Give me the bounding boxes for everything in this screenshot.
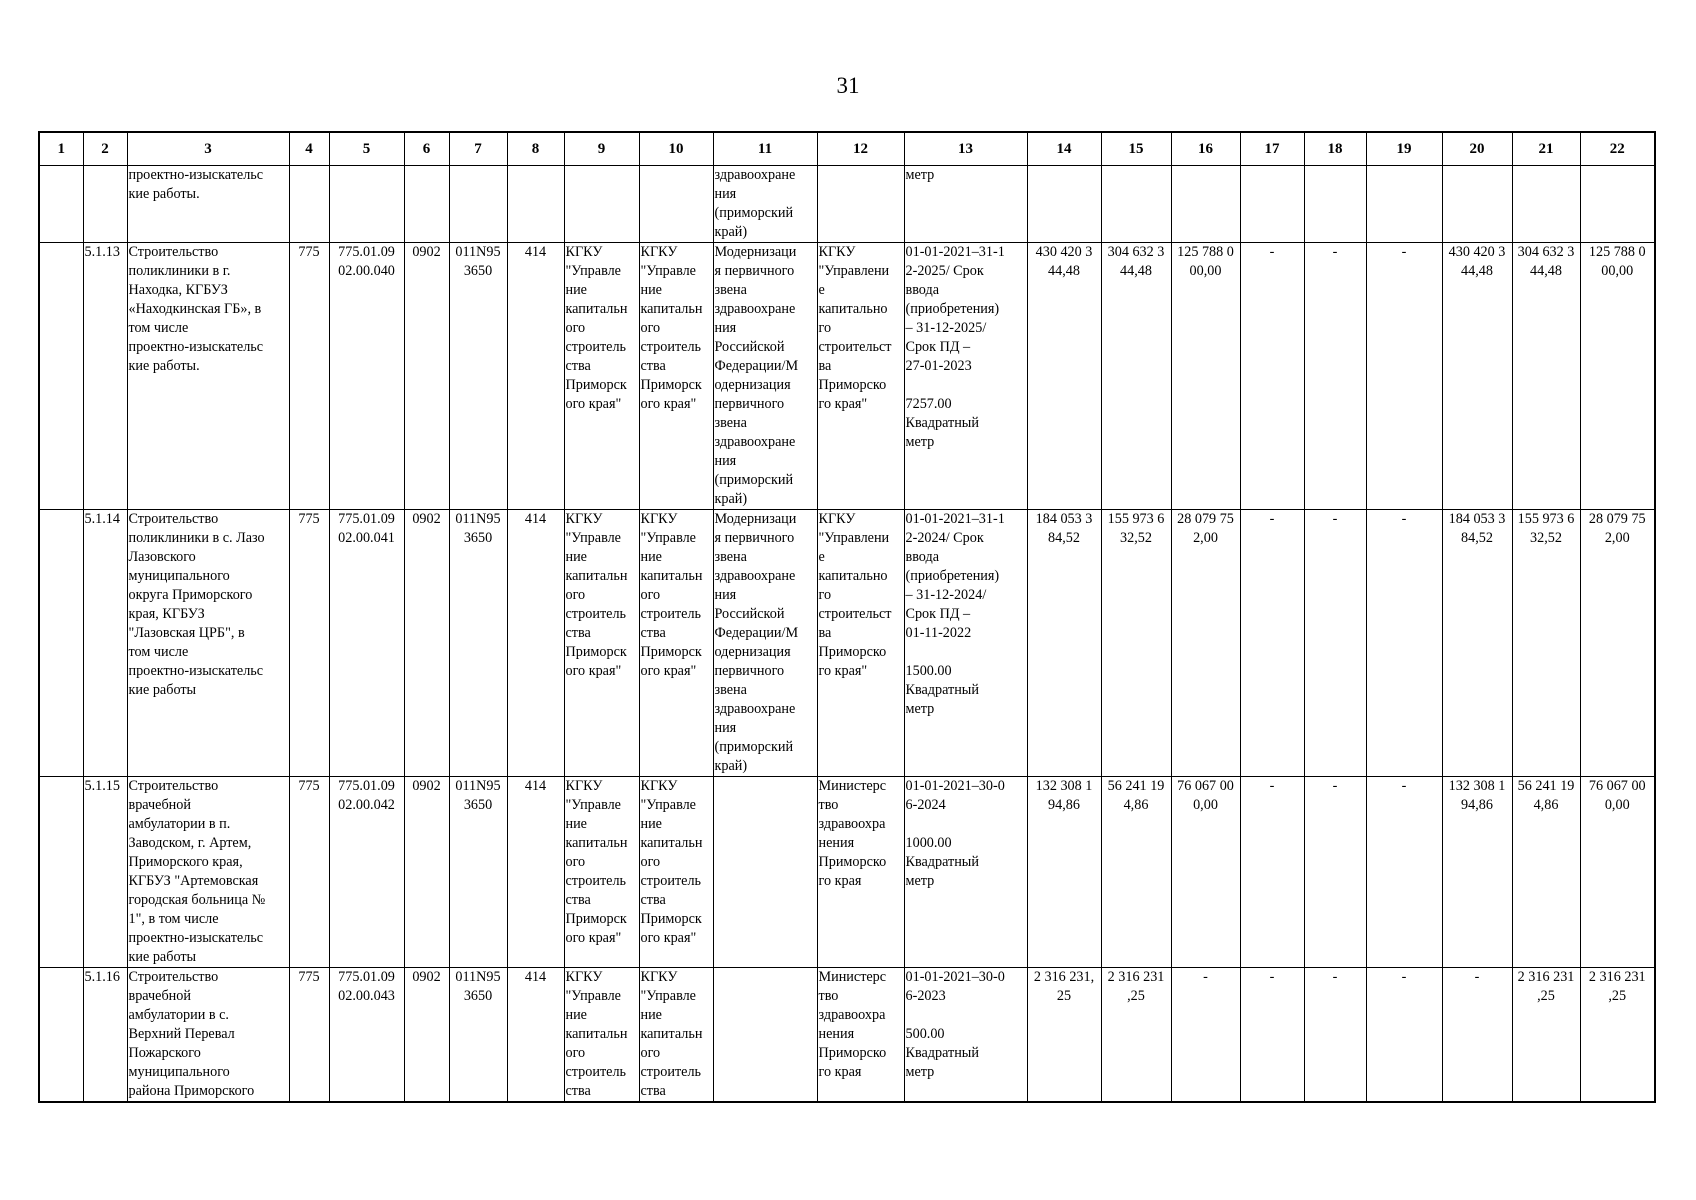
table-cell: Строительство поликлиники в г. Находка, КГБУЗ «Находкинская ГБ», в том числе проектно-изыскательс кие работы.: [127, 243, 289, 510]
table-cell: 414: [507, 968, 564, 1103]
table-cell: 2 316 231, 25: [1027, 968, 1101, 1103]
table-cell: [1366, 166, 1442, 243]
col-header: 16: [1171, 132, 1240, 166]
col-header: 3: [127, 132, 289, 166]
table-cell: 76 067 00 0,00: [1171, 777, 1240, 968]
table-cell: 775.01.09 02.00.041: [329, 510, 404, 777]
table-cell: 132 308 1 94,86: [1442, 777, 1512, 968]
table-cell: [713, 968, 817, 1103]
table-cell: [1240, 166, 1304, 243]
table-cell: Модернизаци я первичного звена здравоохране ния Российской Федерации/М одернизация первичного звена здравоохране ния (приморский край): [713, 243, 817, 510]
table-cell: КГКУ "Управле ние капитальн ого строитель ства: [639, 968, 713, 1103]
table-cell: КГКУ "Управле ние капитальн ого строитель ства Приморск ого края": [564, 510, 639, 777]
col-header: 4: [289, 132, 329, 166]
table-cell: Министерс тво здравоохра нения Приморско го края: [817, 968, 904, 1103]
table-cell: -: [1366, 968, 1442, 1103]
table-cell: [289, 166, 329, 243]
table-cell: 01-01-2021–30-0 6-2024 1000.00 Квадратный метр: [904, 777, 1027, 968]
table-cell: 775: [289, 510, 329, 777]
table-cell: 414: [507, 777, 564, 968]
col-header: 19: [1366, 132, 1442, 166]
table-cell: -: [1366, 510, 1442, 777]
table-cell: 76 067 00 0,00: [1580, 777, 1655, 968]
table-cell: 155 973 6 32,52: [1512, 510, 1580, 777]
table-cell: КГКУ "Управле ние капитальн ого строитель ства Приморск ого края": [639, 510, 713, 777]
table-cell: КГКУ "Управле ние капитальн ого строитель ства Приморск ого края": [639, 243, 713, 510]
table-cell: [39, 166, 83, 243]
col-header: 10: [639, 132, 713, 166]
col-header: 13: [904, 132, 1027, 166]
table-cell: [817, 166, 904, 243]
table-cell: 414: [507, 243, 564, 510]
table-cell: 011N95 3650: [449, 968, 507, 1103]
table-cell: 011N95 3650: [449, 510, 507, 777]
table-cell: 28 079 75 2,00: [1580, 510, 1655, 777]
table-cell: 56 241 19 4,86: [1512, 777, 1580, 968]
table-cell: -: [1442, 968, 1512, 1103]
table-cell: 155 973 6 32,52: [1101, 510, 1171, 777]
table-row: [39, 777, 1655, 968]
table-cell: метр: [904, 166, 1027, 243]
page-number: 31: [836, 73, 860, 98]
table-cell: 5.1.14: [83, 510, 127, 777]
table-cell: -: [1240, 510, 1304, 777]
table-cell: 011N95 3650: [449, 243, 507, 510]
table-cell: -: [1304, 510, 1366, 777]
table-cell: 2 316 231 ,25: [1512, 968, 1580, 1103]
table-cell: 430 420 3 44,48: [1442, 243, 1512, 510]
col-header: 12: [817, 132, 904, 166]
table-cell: [83, 166, 127, 243]
table-cell: [39, 243, 83, 510]
table-cell: здравоохране ния (приморский край): [713, 166, 817, 243]
table-cell: 0902: [404, 510, 449, 777]
table-cell: Министерс тво здравоохра нения Приморско го края: [817, 777, 904, 968]
table-cell: [639, 166, 713, 243]
table-cell: 775: [289, 777, 329, 968]
table-cell: 0902: [404, 243, 449, 510]
table-cell: Строительство врачебной амбулатории в п. Заводском, г. Артем, Приморского края, КГБУЗ "Артемовская городская больница № 1", в том числе проектно-изыскательс кие работы: [127, 777, 289, 968]
table-cell: 430 420 3 44,48: [1027, 243, 1101, 510]
table-cell: 2 316 231 ,25: [1101, 968, 1171, 1103]
table-cell: 01-01-2021–31-1 2-2025/ Срок ввода (приобретения) – 31-12-2025/ Срок ПД – 27-01-2023 7257.00 Квадратный метр: [904, 243, 1027, 510]
budget-table: [38, 131, 1656, 1103]
table-cell: 28 079 75 2,00: [1171, 510, 1240, 777]
table-cell: [1171, 166, 1240, 243]
table-cell: 5.1.13: [83, 243, 127, 510]
table-cell: 01-01-2021–30-0 6-2023 500.00 Квадратный метр: [904, 968, 1027, 1103]
table-cell: [1304, 166, 1366, 243]
table-cell: 775.01.09 02.00.040: [329, 243, 404, 510]
table-cell: 125 788 0 00,00: [1171, 243, 1240, 510]
table-cell: КГКУ "Управле ние капитальн ого строитель ства Приморск ого края": [564, 243, 639, 510]
table-cell: Модернизаци я первичного звена здравоохране ния Российской Федерации/М одернизация первичного звена здравоохране ния (приморский край): [713, 510, 817, 777]
table-cell: [39, 510, 83, 777]
table-cell: -: [1240, 968, 1304, 1103]
col-header: 15: [1101, 132, 1171, 166]
col-header: 7: [449, 132, 507, 166]
col-header: 6: [404, 132, 449, 166]
table-cell: [507, 166, 564, 243]
col-header: 2: [83, 132, 127, 166]
table-row: [39, 968, 1655, 1103]
table-cell: 0902: [404, 968, 449, 1103]
col-header: 5: [329, 132, 404, 166]
col-header: 11: [713, 132, 817, 166]
col-header: 18: [1304, 132, 1366, 166]
table-cell: -: [1240, 777, 1304, 968]
table-cell: КГКУ "Управле ние капитальн ого строитель ства Приморск ого края": [639, 777, 713, 968]
table-cell: 775.01.09 02.00.043: [329, 968, 404, 1103]
col-header: 14: [1027, 132, 1101, 166]
table-cell: -: [1366, 777, 1442, 968]
table-cell: Строительство поликлиники в с. Лазо Лазовского муниципального округа Приморского края, КГБУЗ "Лазовская ЦРБ", в том числе проектно-изыскательс кие работы: [127, 510, 289, 777]
table-cell: 184 053 3 84,52: [1027, 510, 1101, 777]
table-cell: [1512, 166, 1580, 243]
table-cell: проектно-изыскательс кие работы.: [127, 166, 289, 243]
column-number-row: [39, 132, 1655, 166]
table-cell: [329, 166, 404, 243]
table-cell: [1027, 166, 1101, 243]
table-cell: 414: [507, 510, 564, 777]
table-cell: [1580, 166, 1655, 243]
table-cell: -: [1240, 243, 1304, 510]
table-cell: [1442, 166, 1512, 243]
table-cell: [404, 166, 449, 243]
table-cell: [713, 777, 817, 968]
table-cell: 304 632 3 44,48: [1101, 243, 1171, 510]
table-cell: КГКУ "Управлени е капитально го строительст ва Приморско го края": [817, 243, 904, 510]
table-cell: 132 308 1 94,86: [1027, 777, 1101, 968]
table-cell: 304 632 3 44,48: [1512, 243, 1580, 510]
col-header: 21: [1512, 132, 1580, 166]
table-cell: -: [1304, 968, 1366, 1103]
table-cell: -: [1304, 243, 1366, 510]
table-cell: -: [1171, 968, 1240, 1103]
table-cell: [39, 777, 83, 968]
table-cell: 0902: [404, 777, 449, 968]
col-header: 9: [564, 132, 639, 166]
table-row: [39, 166, 1655, 243]
table-cell: 775: [289, 968, 329, 1103]
col-header: 20: [1442, 132, 1512, 166]
table-cell: 184 053 3 84,52: [1442, 510, 1512, 777]
table-cell: [449, 166, 507, 243]
table-row: [39, 243, 1655, 510]
table-cell: 01-01-2021–31-1 2-2024/ Срок ввода (приобретения) – 31-12-2024/ Срок ПД – 01-11-2022 1500.00 Квадратный метр: [904, 510, 1027, 777]
table-cell: 5.1.16: [83, 968, 127, 1103]
table-cell: [39, 968, 83, 1103]
table-cell: 2 316 231 ,25: [1580, 968, 1655, 1103]
col-header: 1: [39, 132, 83, 166]
table-cell: Строительство врачебной амбулатории в с. Верхний Перевал Пожарского муниципального района Приморского: [127, 968, 289, 1103]
table-cell: 775.01.09 02.00.042: [329, 777, 404, 968]
table-cell: КГКУ "Управлени е капитально го строительст ва Приморско го края": [817, 510, 904, 777]
table-cell: 56 241 19 4,86: [1101, 777, 1171, 968]
table-cell: КГКУ "Управле ние капитальн ого строитель ства Приморск ого края": [564, 777, 639, 968]
table-cell: 775: [289, 243, 329, 510]
table-cell: [1101, 166, 1171, 243]
table-cell: 5.1.15: [83, 777, 127, 968]
table-cell: -: [1304, 777, 1366, 968]
table-cell: -: [1366, 243, 1442, 510]
col-header: 22: [1580, 132, 1655, 166]
table-row: [39, 510, 1655, 777]
table-cell: 011N95 3650: [449, 777, 507, 968]
table-cell: 125 788 0 00,00: [1580, 243, 1655, 510]
col-header: 17: [1240, 132, 1304, 166]
table-cell: [564, 166, 639, 243]
col-header: 8: [507, 132, 564, 166]
table-cell: КГКУ "Управле ние капитальн ого строитель ства: [564, 968, 639, 1103]
